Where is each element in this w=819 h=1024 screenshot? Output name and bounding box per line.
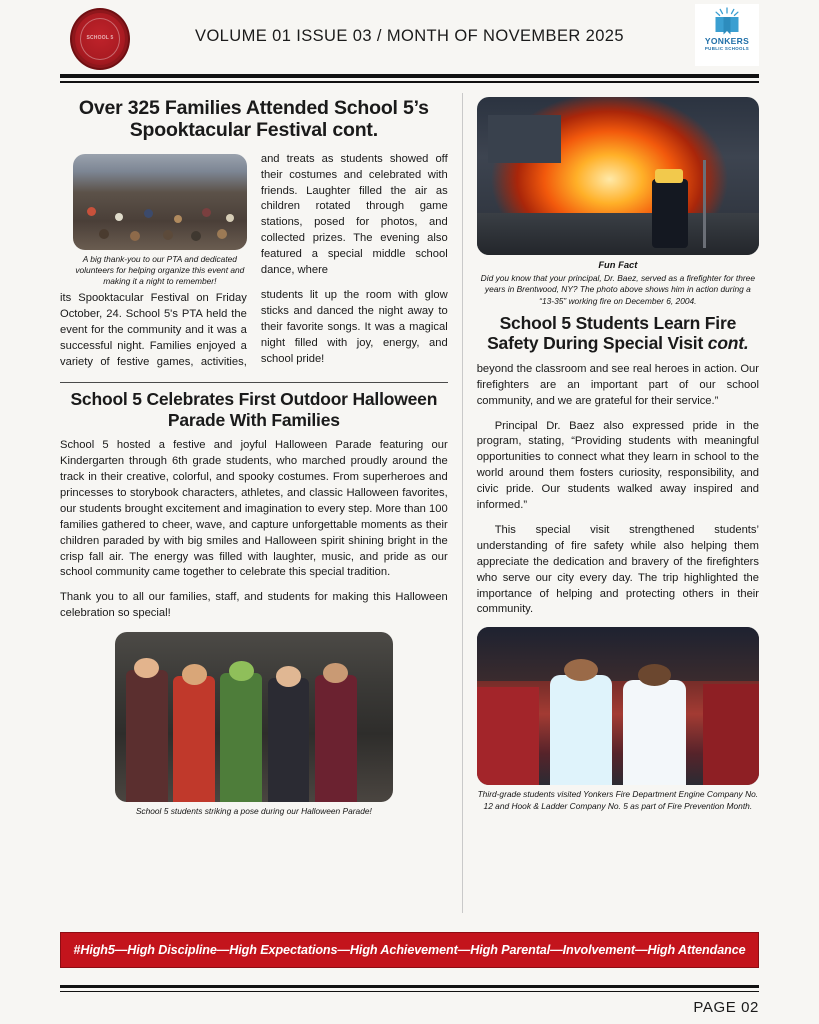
footer-rule-thin [60, 991, 759, 993]
fire-photo [477, 97, 759, 255]
left-section-divider [60, 382, 448, 384]
festival-photo [73, 154, 247, 250]
firehouse-photo [477, 627, 759, 785]
left-headline-festival: Over 325 Families Attended School 5’s Spooktacular Festival cont. [78, 96, 429, 142]
fun-fact-text: Did you know that your principal, Dr. Baez, served as a firefighter for three years in Brentwood, NY? The photo above shows him in action during a “13-35” working fire on December 6, 2004. [480, 273, 756, 306]
fun-fact-title: Fun Fact [598, 258, 638, 270]
right-headline-main: School 5 Students Learn Fire Safety During Special Visit [487, 312, 737, 354]
parade-paragraph-1: School 5 hosted a festive and joyful Halloween Parade featuring our Kindergarten through 6th grade students, who marched proudly around the track in their creative, colorful, and spooky costumes. From superheroes and princesses to storybook characters, athletes, and classic Halloween favorites, our students brought excitement and imagination to every step. More than 100 families gathered to cheer, wave, and capture unforgettable moments as their children paraded by with big smiles and Halloween spirit shining bright in the crisp fall air. The energy was filled with laughter, music, and pride as our school community came together to celebrate this special tradition. [60, 439, 448, 579]
right-headline-fire-safety [477, 313, 759, 354]
right-headline-cont: cont. [707, 333, 749, 354]
festival-text-block [60, 152, 448, 374]
fire-safety-paragraph-1: beyond the classroom and see real heroes in action. Our firefighters are an important part of our school community, and we are grateful for their service.” [476, 362, 759, 407]
school-seal-label: SCHOOL 5 [80, 18, 120, 60]
left-column [60, 93, 448, 913]
school-seal-icon [70, 8, 130, 70]
firehouse-photo-caption: Third-grade students visited Yonkers Fire Department Engine Company No. 12 and Hook & Ladder Company No. 5 as part of Fire Prevention Month. [477, 789, 759, 811]
header-rule-thick [60, 74, 759, 78]
page-footer [60, 985, 759, 1017]
volume-issue-line: VOLUME 01 ISSUE 03 / MONTH OF NOVEMBER 2025 [195, 26, 624, 45]
header-rule-thin [60, 81, 759, 83]
firehouse-photo-figure [477, 627, 759, 812]
yonkers-public-schools-logo [695, 4, 759, 66]
festival-paragraph-2: students lit up the room with glow sticks and danced the night away to their favorite songs. It was a magical night filled with joy, energy, and school pride! [260, 288, 448, 365]
festival-photo-figure [73, 154, 247, 288]
column-divider [462, 93, 463, 913]
parade-paragraph-2: Thank you to all our families, staff, and students for making this Halloween celebration so special! [60, 591, 448, 620]
high5-banner-text: #High5—High Discipline—High Expectations—High Achievement—High Parental—Involvement—High Attendance [73, 943, 746, 957]
footer-rule-thick [60, 985, 759, 988]
page-number: PAGE 02 [693, 999, 759, 1016]
parade-photo-caption: School 5 students striking a pose during our Halloween Parade! [135, 806, 372, 817]
fun-fact-caption [477, 259, 759, 307]
left-headline-parade: School 5 Celebrates First Outdoor Halloween Parade With Families [70, 389, 438, 430]
content-columns [60, 93, 759, 913]
masthead [60, 0, 759, 72]
fire-photo-figure [477, 97, 759, 307]
fire-safety-paragraph-3: This special visit strengthened students’ understanding of fire safety while also helping them appreciate the dedication and bravery of the firefighters who serve our city every day. The trip highlighted the importance of helping and protecting others in their community. [476, 523, 759, 616]
fire-safety-paragraph-2: Principal Dr. Baez also expressed pride in the program, stating, “Providing students with meaningful opportunities to connect what they learn in school to the world around them fosters curiosity, responsibility, and civic pride. Our students walked away inspired and informed.” [476, 419, 759, 512]
logo-subtitle: PUBLIC SCHOOLS [704, 46, 750, 51]
logo-name: YONKERS [704, 36, 750, 46]
right-column [477, 93, 759, 913]
open-book-icon [712, 7, 742, 35]
parade-photo-figure [115, 632, 393, 817]
high5-banner [60, 932, 759, 968]
parade-photo [115, 632, 393, 802]
festival-paragraph-1: its Spooktacular Festival on Friday October, 24. School 5's PTA held the event for the community and it was a successful night. Families enjoyed a variety of festive games, activities, and treats as students showed off their costumes and celebrated with friends. Laughter filled the air as children rotated through game stations, posed for photos, and collected prizes. The evening also featured a special middle school dance, where [60, 152, 448, 369]
festival-photo-caption: A big thank-you to our PTA and dedicated volunteers for helping organize this event and making it a night to remember! [75, 253, 245, 287]
